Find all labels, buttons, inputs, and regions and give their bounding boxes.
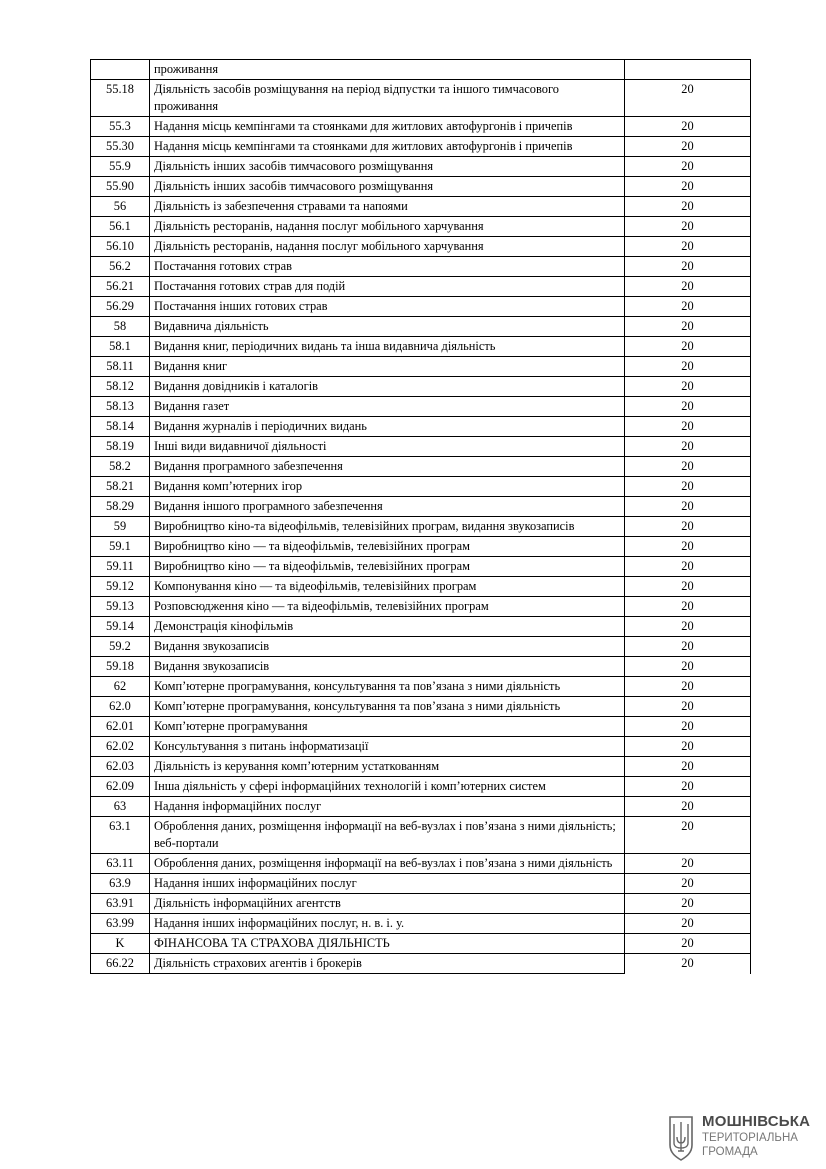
table-row: [91, 757, 751, 777]
table-row: [91, 197, 751, 217]
cell-desc: Видавнича діяльність: [150, 317, 625, 337]
table-row: [91, 854, 751, 874]
cell-rate: 20: [625, 137, 751, 157]
cell-rate: 20: [625, 797, 751, 817]
cell-code: 58.29: [91, 497, 150, 517]
cell-code: 62.09: [91, 777, 150, 797]
cell-desc: Надання місць кемпінгами та стоянками для житлових автофургонів і причепів: [150, 117, 625, 137]
cell-rate: 20: [625, 517, 751, 537]
cell-code: 58.14: [91, 417, 150, 437]
table-row: [91, 417, 751, 437]
cell-desc: Оброблення даних, розміщення інформації на веб-вузлах і пов’язана з ними діяльність: [150, 854, 625, 874]
cell-rate: 20: [625, 597, 751, 617]
cell-rate: 20: [625, 417, 751, 437]
cell-desc: Видання книг: [150, 357, 625, 377]
table-row: [91, 177, 751, 197]
table-row: [91, 797, 751, 817]
table-row: [91, 317, 751, 337]
cell-desc: Комп’ютерне програмування, консультування та пов’язана з ними діяльність: [150, 677, 625, 697]
cell-desc: Надання інших інформаційних послуг: [150, 874, 625, 894]
trident-icon: [668, 1115, 694, 1161]
table-row: [91, 237, 751, 257]
table-row: [91, 137, 751, 157]
cell-code: 55.30: [91, 137, 150, 157]
table-row: [91, 297, 751, 317]
table-row: [91, 337, 751, 357]
table-row: [91, 677, 751, 697]
cell-code: 59.18: [91, 657, 150, 677]
table-row: [91, 537, 751, 557]
table-row: [91, 157, 751, 177]
cell-code: 59.12: [91, 577, 150, 597]
table-row: [91, 80, 751, 117]
cell-desc: Діяльність ресторанів, надання послуг мобільного харчування: [150, 237, 625, 257]
cell-desc: Оброблення даних, розміщення інформації на веб-вузлах і пов’язана з ними діяльність; веб-портали: [150, 817, 625, 854]
cell-desc: Діяльність інформаційних агентств: [150, 894, 625, 914]
cell-desc: Виробництво кіно-та відеофільмів, телевізійних програм, видання звукозаписів: [150, 517, 625, 537]
cell-code: 56.29: [91, 297, 150, 317]
cell-desc: ФІНАНСОВА ТА СТРАХОВА ДІЯЛЬНІСТЬ: [150, 934, 625, 954]
cell-rate: 20: [625, 637, 751, 657]
logo-title: МОШНІВСЬКА: [702, 1113, 811, 1130]
cell-desc: Інші види видавничої діяльності: [150, 437, 625, 457]
cell-rate: 20: [625, 197, 751, 217]
cell-rate: 20: [625, 537, 751, 557]
cell-desc: Видання комп’ютерних ігор: [150, 477, 625, 497]
cell-desc: Виробництво кіно — та відеофільмів, телевізійних програм: [150, 537, 625, 557]
cell-desc: Інша діяльність у сфері інформаційних технологій і комп’ютерних систем: [150, 777, 625, 797]
cell-desc: Діяльність інших засобів тимчасового розміщування: [150, 177, 625, 197]
cell-rate: 20: [625, 237, 751, 257]
cell-rate: 20: [625, 817, 751, 854]
cell-rate: 20: [625, 357, 751, 377]
table-row: [91, 517, 751, 537]
logo-subtitle-2: ГРОМАДА: [702, 1146, 758, 1158]
cell-rate: 20: [625, 397, 751, 417]
table-row: [91, 894, 751, 914]
cell-code: 56: [91, 197, 150, 217]
cell-code: 58.19: [91, 437, 150, 457]
cell-desc: Компонування кіно — та відеофільмів, телевізійних програм: [150, 577, 625, 597]
cell-desc: Комп’ютерне програмування, консультування та пов’язана з ними діяльність: [150, 697, 625, 717]
cell-desc: проживання: [150, 60, 625, 80]
cell-rate: 20: [625, 217, 751, 237]
cell-code: 56.21: [91, 277, 150, 297]
cell-code: 59.14: [91, 617, 150, 637]
cell-code: 66.22: [91, 954, 150, 974]
cell-code: 59.2: [91, 637, 150, 657]
cell-code: 62: [91, 677, 150, 697]
cell-desc: Видання журналів і періодичних видань: [150, 417, 625, 437]
table-row: [91, 954, 751, 974]
cell-code: 59.1: [91, 537, 150, 557]
cell-code: 58: [91, 317, 150, 337]
cell-code: 62.01: [91, 717, 150, 737]
cell-desc: Надання місць кемпінгами та стоянками для житлових автофургонів і причепів: [150, 137, 625, 157]
cell-desc: Діяльність ресторанів, надання послуг мобільного харчування: [150, 217, 625, 237]
cell-rate: 20: [625, 337, 751, 357]
cell-desc: Видання іншого програмного забезпечення: [150, 497, 625, 517]
cell-desc: Видання газет: [150, 397, 625, 417]
table-row: [91, 597, 751, 617]
cell-rate: 20: [625, 577, 751, 597]
cell-code: 59: [91, 517, 150, 537]
cell-desc: Видання звукозаписів: [150, 637, 625, 657]
cell-desc: Надання інформаційних послуг: [150, 797, 625, 817]
cell-code: 63.91: [91, 894, 150, 914]
table-row: [91, 637, 751, 657]
cell-code: 58.13: [91, 397, 150, 417]
cell-desc: Діяльність засобів розміщування на період відпустки та іншого тимчасового проживання: [150, 80, 625, 117]
cell-rate: 20: [625, 557, 751, 577]
cell-desc: Постачання інших готових страв: [150, 297, 625, 317]
table-row: [91, 557, 751, 577]
cell-rate: 20: [625, 954, 751, 974]
cell-code: [91, 60, 150, 80]
cell-desc: Діяльність страхових агентів і брокерів: [150, 954, 625, 974]
table-row: [91, 397, 751, 417]
table-row: [91, 657, 751, 677]
community-logo: [668, 1113, 818, 1163]
table-row: [91, 934, 751, 954]
table-row: [91, 477, 751, 497]
cell-desc: Видання книг, періодичних видань та інша видавнича діяльність: [150, 337, 625, 357]
cell-rate: 20: [625, 117, 751, 137]
table-row: [91, 717, 751, 737]
cell-code: 55.90: [91, 177, 150, 197]
cell-code: 58.21: [91, 477, 150, 497]
cell-rate: 20: [625, 617, 751, 637]
cell-code: 63.99: [91, 914, 150, 934]
cell-code: 59.13: [91, 597, 150, 617]
cell-desc: Постачання готових страв: [150, 257, 625, 277]
cell-code: 55.18: [91, 80, 150, 117]
table-row: [91, 914, 751, 934]
cell-code: K: [91, 934, 150, 954]
cell-rate: 20: [625, 697, 751, 717]
activity-codes-table: [90, 59, 751, 974]
table-row: [91, 257, 751, 277]
cell-desc: Видання програмного забезпечення: [150, 457, 625, 477]
table-row: [91, 217, 751, 237]
cell-code: 55.9: [91, 157, 150, 177]
cell-rate: 20: [625, 297, 751, 317]
cell-rate: 20: [625, 277, 751, 297]
cell-rate: 20: [625, 874, 751, 894]
cell-rate: 20: [625, 457, 751, 477]
cell-code: 59.11: [91, 557, 150, 577]
cell-desc: Видання довідників і каталогів: [150, 377, 625, 397]
cell-code: 56.10: [91, 237, 150, 257]
cell-rate: 20: [625, 737, 751, 757]
cell-rate: 20: [625, 177, 751, 197]
cell-desc: Діяльність інших засобів тимчасового розміщування: [150, 157, 625, 177]
table-row: [91, 357, 751, 377]
cell-desc: Постачання готових страв для подій: [150, 277, 625, 297]
cell-code: 63: [91, 797, 150, 817]
cell-code: 63.9: [91, 874, 150, 894]
cell-rate: 20: [625, 257, 751, 277]
cell-code: 63.11: [91, 854, 150, 874]
cell-rate: 20: [625, 914, 751, 934]
cell-code: 55.3: [91, 117, 150, 137]
cell-rate: 20: [625, 317, 751, 337]
cell-rate: 20: [625, 377, 751, 397]
logo-subtitle: ТЕРИТОРІАЛЬНА: [702, 1132, 798, 1144]
table-row: [91, 437, 751, 457]
table-row: [91, 737, 751, 757]
table-row: [91, 817, 751, 854]
cell-code: 62.02: [91, 737, 150, 757]
table-row: [91, 777, 751, 797]
table-row: [91, 697, 751, 717]
table-row: [91, 874, 751, 894]
cell-desc: Діяльність із забезпечення стравами та напоями: [150, 197, 625, 217]
cell-code: 58.11: [91, 357, 150, 377]
cell-rate: 20: [625, 777, 751, 797]
table-row: [91, 577, 751, 597]
table-row: [91, 617, 751, 637]
cell-rate: 20: [625, 934, 751, 954]
cell-rate: 20: [625, 80, 751, 117]
cell-rate: 20: [625, 497, 751, 517]
cell-code: 58.2: [91, 457, 150, 477]
cell-code: 62.0: [91, 697, 150, 717]
cell-desc: Комп’ютерне програмування: [150, 717, 625, 737]
cell-code: 58.12: [91, 377, 150, 397]
cell-rate: 20: [625, 717, 751, 737]
cell-desc: Діяльність із керування комп’ютерним устаткованням: [150, 757, 625, 777]
cell-code: 56.1: [91, 217, 150, 237]
cell-code: 56.2: [91, 257, 150, 277]
cell-rate: [625, 60, 751, 80]
cell-rate: 20: [625, 477, 751, 497]
cell-desc: Розповсюдження кіно — та відеофільмів, телевізійних програм: [150, 597, 625, 617]
cell-desc: Надання інших інформаційних послуг, н. в. і. у.: [150, 914, 625, 934]
table-row: [91, 497, 751, 517]
table-row: [91, 457, 751, 477]
cell-desc: Консультування з питань інформатизації: [150, 737, 625, 757]
table-row: [91, 377, 751, 397]
table-row: [91, 277, 751, 297]
cell-code: 58.1: [91, 337, 150, 357]
cell-code: 63.1: [91, 817, 150, 854]
cell-desc: Видання звукозаписів: [150, 657, 625, 677]
cell-desc: Демонстрація кінофільмів: [150, 617, 625, 637]
cell-rate: 20: [625, 677, 751, 697]
cell-rate: 20: [625, 854, 751, 874]
cell-rate: 20: [625, 657, 751, 677]
table-body: [91, 60, 751, 974]
cell-code: 62.03: [91, 757, 150, 777]
table-row: [91, 60, 751, 80]
cell-rate: 20: [625, 757, 751, 777]
cell-desc: Виробництво кіно — та відеофільмів, телевізійних програм: [150, 557, 625, 577]
cell-rate: 20: [625, 157, 751, 177]
table-row: [91, 117, 751, 137]
cell-rate: 20: [625, 894, 751, 914]
cell-rate: 20: [625, 437, 751, 457]
